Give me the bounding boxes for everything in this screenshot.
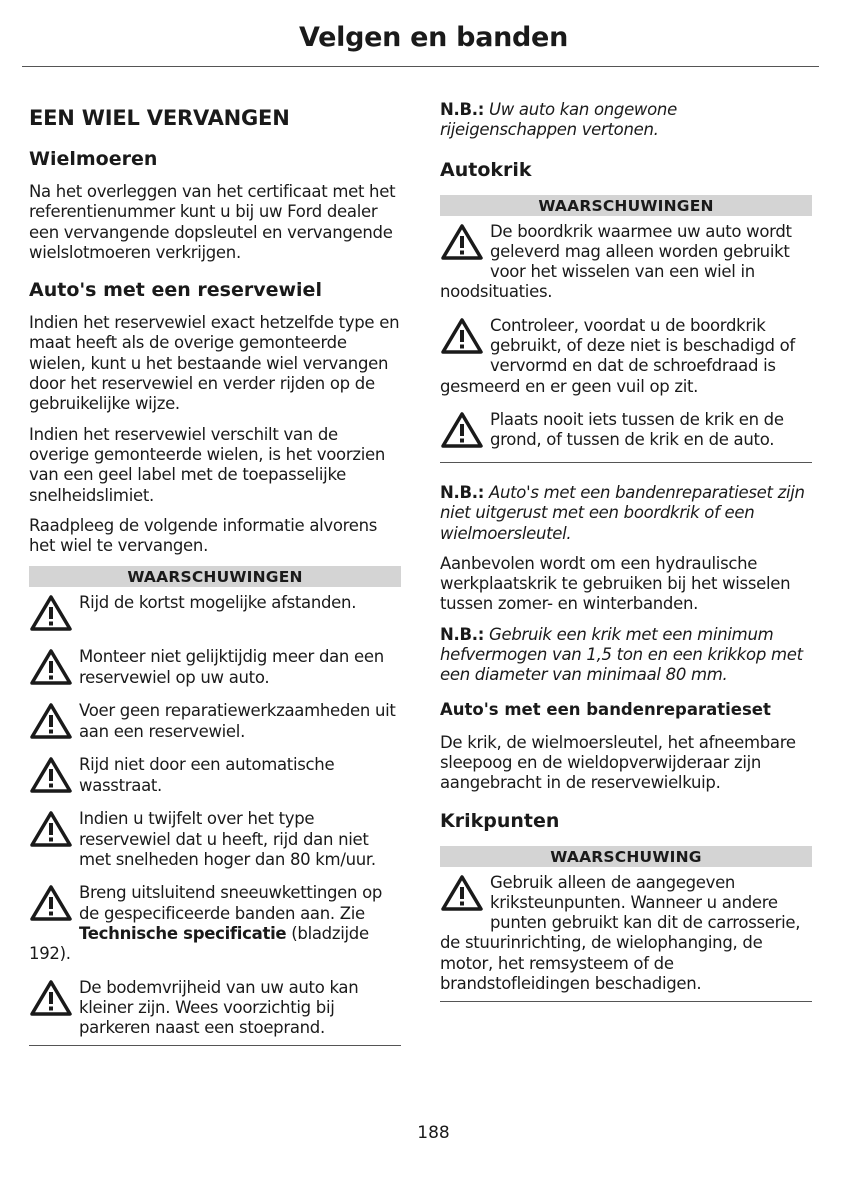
- warning-triangle-icon: [29, 702, 73, 740]
- warning-triangle-icon: [29, 594, 73, 632]
- paragraph-reservewiel-2: Indien het reservewiel verschilt van de overige gemonteerde wielen, is het voorzien van een geel label met de toepasselijke snelheidslimiet.: [29, 424, 385, 505]
- warning-triangle-icon: [29, 810, 73, 848]
- paragraph-werkplaatskrik: Aanbevolen wordt om een hydraulische werkplaatskrik te gebruiken bij het wisselen tussen zomer- en winterbanden.: [440, 553, 791, 614]
- warning-item: Rijd de kortst mogelijke afstanden.: [29, 593, 401, 634]
- warning-triangle-icon: [29, 756, 73, 794]
- warning-item: De boordkrik waarmee uw auto wordt geleverd mag alleen worden gebruikt voor het wisselen van een wiel in noodsituaties.: [440, 221, 792, 302]
- title-divider: [22, 66, 819, 67]
- note-3: N.B.: Gebruik een krik met een minimum hefvermogen van 1,5 ton en een krikkop met een diameter van minimaal 80 mm.: [440, 624, 803, 685]
- page-number: 188: [417, 1123, 450, 1143]
- warning-item: De bodemvrijheid van uw auto kan kleiner zijn. Wees voorzichtig bij parkeren naast een stoeprand.: [29, 978, 401, 1039]
- warnings-end-divider: [440, 1001, 812, 1002]
- note-2: N.B.: Auto's met een bandenreparatieset zijn niet uitgerust met een boordkrik of een wielmoersleutel.: [440, 482, 805, 543]
- heading-bandenreparatieset: Auto's met een bandenreparatieset: [440, 699, 771, 719]
- warning-triangle-icon: [29, 979, 73, 1017]
- warning-item: Controleer, voordat u de boordkrik gebruikt, of deze niet is beschadigd of vervormd en dat de schroefdraad is gesmeerd en er geen vuil op zit.: [440, 315, 795, 396]
- warnings-header: WAARSCHUWINGEN: [29, 566, 401, 587]
- paragraph-reservewiel-1: Indien het reservewiel exact hetzelfde type en maat heeft als de overige gemonteerde wielen, kunt u het bestaande wiel vervangen door het reservewiel en verder rijden op de gebruikelijke wijze.: [29, 313, 400, 414]
- warning-header: WAARSCHUWING: [440, 846, 812, 867]
- warnings-end-divider: [440, 462, 812, 463]
- warnings-end-divider: [29, 1045, 401, 1046]
- warning-item: Gebruik alleen de aangegeven kriksteunpunten. Wanneer u andere punten gebruikt kan dit de carrosserie, de stuurinrichting, de wielophanging, de motor, het remsysteem of de brandstofleidingen beschadigen.: [440, 872, 801, 994]
- warning-triangle-icon: [440, 874, 484, 912]
- cross-reference-link[interactable]: Technische specificatie: [79, 923, 287, 943]
- heading-autokrik: Autokrik: [440, 158, 532, 181]
- paragraph-reservewiel-3: Raadpleeg de volgende informatie alvorens het wiel te vervangen.: [29, 515, 378, 556]
- warning-item: Indien u twijfelt over het type reservewiel dat u heeft, rijd dan niet met snelheden hoger dan 80 km/uur.: [29, 809, 401, 870]
- warning-item: Monteer niet gelijktijdig meer dan een reservewiel op uw auto.: [29, 647, 401, 688]
- warning-item: Breng uitsluitend sneeuwkettingen op de gespecificeerde banden aan. Zie Technische specificatie (bladzijde 192).: [29, 883, 383, 964]
- warnings-header: WAARSCHUWINGEN: [440, 195, 812, 216]
- heading-wielmoeren: Wielmoeren: [29, 148, 158, 170]
- warning-triangle-icon: [29, 648, 73, 686]
- warning-item: Rijd niet door een automatische wasstraat.: [29, 755, 401, 796]
- warning-item: Voer geen reparatiewerkzaamheden uit aan een reservewiel.: [29, 701, 401, 742]
- paragraph-wielmoeren: Na het overleggen van het certificaat met het referentienummer kunt u bij uw Ford dealer een vervangende dopsleutel en vervangende wielslotmoeren verkrijgen.: [29, 182, 396, 262]
- heading-krikpunten: Krikpunten: [440, 809, 560, 832]
- heading-reservewiel: Auto's met een reservewiel: [29, 279, 322, 302]
- right-column: [440, 100, 812, 1014]
- warning-triangle-icon: [440, 223, 484, 261]
- warning-item: Plaats nooit iets tussen de krik en de grond, of tussen de krik en de auto.: [440, 410, 812, 451]
- warning-triangle-icon: [440, 411, 484, 449]
- paragraph-bandenreparatieset: De krik, de wielmoersleutel, het afneembare sleepoog en de wieldopverwijderaar zijn aangebracht in de reservewielkuip.: [440, 732, 796, 793]
- page-title: Velgen en banden: [298, 22, 568, 53]
- note-1: N.B.: Uw auto kan ongewone rijeigenschappen vertonen.: [440, 100, 677, 140]
- warning-triangle-icon: [440, 317, 484, 355]
- warning-triangle-icon: [29, 884, 73, 922]
- left-column: [29, 100, 401, 1058]
- section-title: EEN WIEL VERVANGEN: [29, 106, 290, 130]
